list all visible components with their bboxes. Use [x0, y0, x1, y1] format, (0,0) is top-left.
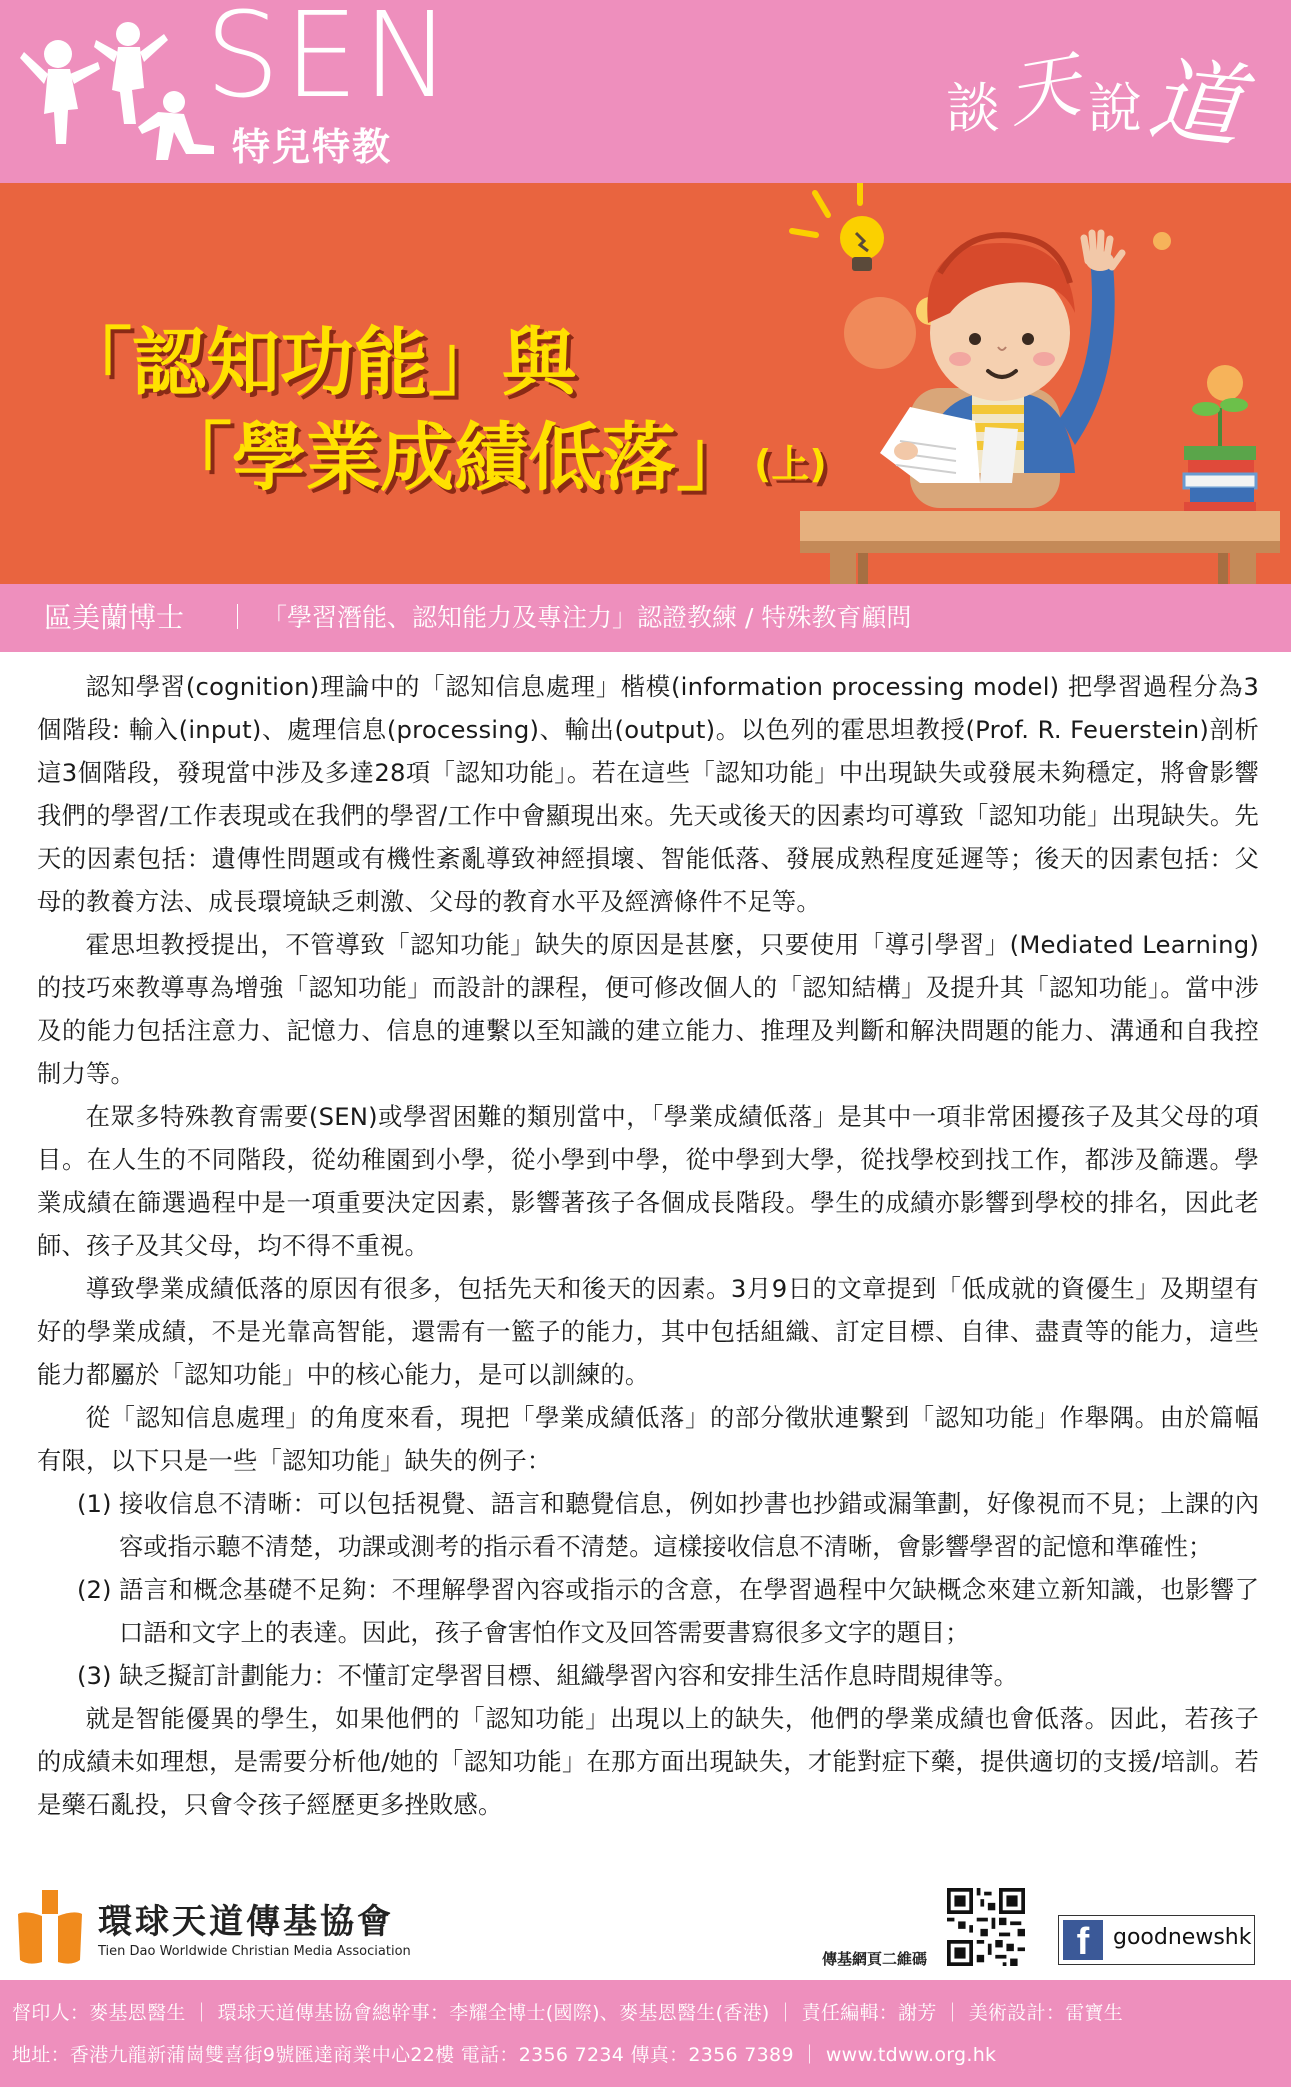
sen-subtitle: 特兒特教 [232, 124, 393, 169]
facebook-handle: goodnewshk [1113, 1925, 1252, 1950]
column-logo [940, 38, 1270, 162]
article-paragraph-5: 從「認知信息處理」的角度來看，現把「學業成績低落」的部分徵狀連繫到「認知功能」作舉隅。由於篇幅有限，以下只是一些「認知功能」缺失的例子： [37, 1403, 1259, 1475]
cross-logo-icon [18, 1890, 84, 1966]
organization-logo [18, 1890, 448, 1966]
article-title-line1: 「認知功能」與 [58, 320, 576, 406]
article-body [37, 665, 1259, 1826]
children-silhouette-icon [18, 14, 218, 170]
organization-name-english: Tien Dao Worldwide Christian Media Association [98, 1944, 411, 1959]
title-banner [0, 183, 1291, 584]
column-logo-char-3: 說 [1088, 77, 1142, 140]
article-paragraph-3: 在眾多特殊教育需要(SEN)或學習困難的類別當中，「學業成績低落」是其中一項非常困擾孩子及其父母的項目。在人生的不同階段，從幼稚園到小學，從小學到中學，從中學到大學，從找學校到找工作，都涉及篩選。學業成績在篩選過程中是一項重要決定因素，影響著孩子各個成長階段。學生的成績亦影響到學校的排名，因此老師、孩子及其父母，均不得不重視。 [37, 1102, 1259, 1260]
column-logo-char-2: 天 [1000, 42, 1086, 138]
list-item [77, 1482, 1259, 1568]
article-title-part: (上) [754, 442, 827, 486]
article-paragraph-4: 導致學業成績低落的原因有很多，包括先天和後天的因素。3月9日的文章提到「低成就的資優生」及期望有好的學業成績，不是光靠高智能，還需有一籃子的能力，其中包括組織、訂定目標、自律、盡責等的能力，這些能力都屬於「認知功能」中的核心能力，是可以訓練的。 [37, 1274, 1259, 1389]
list-item-number: (3) [77, 1661, 112, 1690]
list-item-text: 接收信息不清晰：可以包括視覺、語言和聽覺信息，例如抄書也抄錯或漏筆劃，好像視而不見；上課的內容或指示聽不清楚，功課或測考的指示看不清楚。這樣接收信息不清晰，會影響學習的記憶和準確性； [119, 1489, 1259, 1561]
sen-logo-text: SEN [205, 0, 455, 124]
credits-line: 督印人：麥基恩醫生 ｜ 環球天道傳基協會總幹事：李耀全博士(國際)、麥基恩醫生(香港) ｜ 責任編輯：謝芳 ｜ 美術設計：雷寶生 [12, 2002, 1124, 2024]
list-item-text: 缺乏擬訂計劃能力：不懂訂定學習目標、組織學習內容和安排生活作息時間規律等。 [119, 1661, 1018, 1690]
address-line: 地址：香港九龍新蒲崗雙喜街9號匯達商業中心22樓 電話：2356 7234 傳真：2356 7389 ｜ www.tdww.org.hk [12, 2044, 997, 2066]
list-item-text: 語言和概念基礎不足夠：不理解學習內容或指示的含意，在學習過程中欠缺概念來建立新知識，也影響了口語和文字上的表達。因此，孩子會害怕作文及回答需要書寫很多文字的題目； [119, 1575, 1259, 1647]
column-logo-char-4: 道 [1143, 45, 1247, 162]
lightbulb-icon [792, 183, 884, 271]
article-title-line2 [158, 415, 827, 501]
qr-code-icon [947, 1888, 1025, 1966]
author-name: 區美蘭博士 [44, 601, 185, 634]
list-item [77, 1568, 1259, 1654]
article-paragraph-2: 霍思坦教授提出，不管導致「認知功能」缺失的原因是甚麼，只要使用「導引學習」(Mediated Learning) 的技巧來教導專為增強「認知功能」而設計的課程，便可修改個人的「認知結構」及提升其「認知功能」。當中涉及的能力包括注意力、記憶力、信息的連繫以至知識的建立能力、推理及判斷和解決問題的能力、溝通和自我控制力等。 [37, 930, 1259, 1088]
column-logo-char-1: 談 [946, 77, 1000, 140]
list-item-number: (1) [77, 1489, 112, 1518]
facebook-icon: f [1063, 1920, 1103, 1960]
credits-band [0, 1980, 1291, 2087]
author-role: 「學習潛能、認知能力及專注力」認證教練 / 特殊教育顧問 [262, 603, 912, 632]
list-item-number: (2) [77, 1575, 112, 1604]
student-illustration [770, 183, 1291, 584]
author-bar [0, 584, 1291, 652]
author-separator: ｜ [225, 603, 251, 632]
article-paragraph-6: 就是智能優異的學生，如果他們的「認知功能」出現以上的缺失，他們的學業成績也會低落。因此，若孩子的成績未如理想，是需要分析他/她的「認知功能」在那方面出現缺失，才能對症下藥，提供適切的支援/培訓。若是藥石亂投，只會令孩子經歷更多挫敗感。 [37, 1704, 1259, 1819]
organization-name: 環球天道傳基協會 [98, 1902, 394, 1942]
article-paragraph-1: 認知學習(cognition)理論中的「認知信息處理」楷模(information processing model) 把學習過程分為3個階段: 輸入(input)、處理信息(processing)、輸出(output)。以色列的霍思坦教授(Prof. R. Feuerstein)剖析這3個階段，發現當中涉及多達28項「認知功能」。若在這些「認知功能」中出現缺失或發展未夠穩定，將會影響我們的學習/工作表現或在我們的學習/工作中會顯現出來。先天或後天的因素均可導致「認知功能」出現缺失。先天的因素包括：遺傳性問題或有機性紊亂導致神經損壞、智能低落、發展成熟程度延遲等；後天的因素包括：父母的教養方法、成長環境缺乏刺激、父母的教育水平及經濟條件不足等。 [37, 672, 1259, 916]
header-band [0, 0, 1291, 183]
list-item [77, 1654, 1259, 1697]
qr-caption: 傳基網頁二維碼 [822, 1950, 928, 1968]
article-title-line2-text: 「學業成績低落」 [158, 415, 750, 501]
facebook-link[interactable] [1058, 1915, 1255, 1965]
